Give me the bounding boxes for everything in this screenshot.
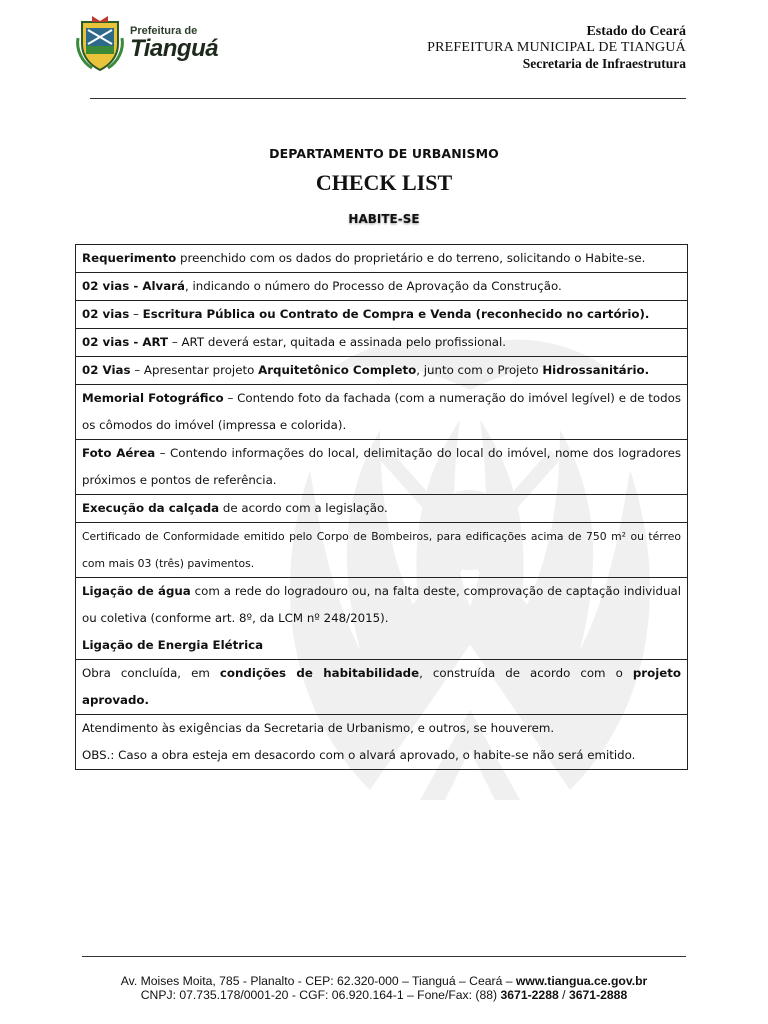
footer-phone-2: 3671-2888 xyxy=(568,988,628,1002)
item-text: , junto com o Projeto xyxy=(416,363,543,377)
item-bold-text: Arquitetônico Completo xyxy=(258,363,417,377)
footer-ids: CNPJ: 07.735.178/0001-20 - CGF: 06.920.164-1 – Fone/Fax: (88) xyxy=(140,988,501,1002)
prefeitura-logo xyxy=(74,14,224,72)
table-row xyxy=(76,329,688,357)
checklist-item xyxy=(76,385,688,440)
item-bold-text: 02 vias - Alvará xyxy=(82,279,185,293)
item-text: – Apresentar projeto xyxy=(130,363,259,377)
document-subtitle: HABITE-SE xyxy=(348,212,420,226)
table-row xyxy=(76,578,688,660)
footer-phone-1: 3671-2288 xyxy=(500,988,559,1002)
secretariat-name: Secretaria de Infraestrutura xyxy=(522,56,686,71)
item-text: – xyxy=(129,307,143,321)
checklist-item xyxy=(76,523,688,578)
item-bold-text: Ligação de Energia Elétrica xyxy=(82,638,264,652)
logo-small-text: Prefeitura de xyxy=(130,25,198,37)
checklist-item xyxy=(76,440,688,495)
checklist-table xyxy=(75,244,688,770)
checklist-item xyxy=(76,660,688,715)
footer-address-line xyxy=(0,974,768,988)
table-row xyxy=(76,273,688,301)
item-text: OBS.: Caso a obra esteja em desacordo com o alvará aprovado, o habite-se não será emitido. xyxy=(82,748,636,762)
table-row xyxy=(76,715,688,770)
department-heading: DEPARTAMENTO DE URBANISMO xyxy=(269,146,499,161)
item-bold-text: Hidrossanitário. xyxy=(542,363,650,377)
item-bold-text: 02 Vias xyxy=(82,363,131,377)
item-bold-text: Execução da calçada xyxy=(82,501,220,515)
item-text: – Contendo informações do local, delimitação do local do imóvel, nome dos logradores próximos e pontos de referência. xyxy=(82,446,681,487)
header-divider xyxy=(90,98,686,99)
item-text: – Contendo foto da fachada (com a numeração do imóvel legível) e de todos os cômodos do imóvel (impressa e colorida). xyxy=(82,391,681,432)
item-text: preenchido com os dados do proprietário e do terreno, solicitando o Habite-se. xyxy=(176,251,646,265)
table-row xyxy=(76,440,688,495)
item-text: , construída de acordo com o xyxy=(419,666,633,680)
table-row xyxy=(76,495,688,523)
table-row xyxy=(76,660,688,715)
item-bold-text: projeto aprovado. xyxy=(82,666,681,707)
footer-phone-separator: / xyxy=(558,988,569,1002)
checklist-item xyxy=(76,715,688,770)
footer-divider xyxy=(82,956,686,957)
logo-big-text: Tianguá xyxy=(130,35,219,62)
footer-website: www.tiangua.ce.gov.br xyxy=(515,974,648,988)
item-text: – ART deverá estar, quitada e assinada pelo profissional. xyxy=(168,335,507,349)
checklist-item xyxy=(76,301,688,329)
checklist-item xyxy=(76,329,688,357)
checklist-item xyxy=(76,245,688,273)
item-text: com a rede do logradouro ou, na falta deste, comprovação de captação individual ou coletiva (conforme art. 8º, da LCM nº 248/2015). xyxy=(82,584,681,625)
document-title: CHECK LIST xyxy=(315,170,453,195)
checklist-item xyxy=(76,495,688,523)
footer-contact-line xyxy=(0,988,768,1002)
footer xyxy=(0,974,768,1002)
item-bold-text: 02 vias - ART xyxy=(82,335,169,349)
checklist-item xyxy=(76,273,688,301)
letterhead xyxy=(427,24,686,72)
item-text: Obra concluída, em xyxy=(82,666,220,680)
item-bold-text: 02 vias xyxy=(82,307,130,321)
item-bold-text: Foto Aérea xyxy=(82,446,156,460)
tiangua-crest-icon xyxy=(74,14,126,72)
table-row xyxy=(76,357,688,385)
item-text: de acordo com a legislação. xyxy=(219,501,388,515)
logo-wordmark xyxy=(130,26,218,61)
table-row xyxy=(76,245,688,273)
prefecture-name: PREFEITURA MUNICIPAL DE TIANGUÁ xyxy=(427,40,686,55)
table-row xyxy=(76,523,688,578)
item-bold-text: condições de habitabilidade xyxy=(219,666,420,680)
table-row xyxy=(76,385,688,440)
state-name: Estado do Ceará xyxy=(586,24,686,39)
item-text: , indicando o número do Processo de Aprovação da Construção. xyxy=(184,279,562,293)
item-text: Certificado de Conformidade emitido pelo Corpo de Bombeiros, para edificações acima de 750 m² ou térreo com mais 03 (três) pavimentos. xyxy=(82,530,681,570)
item-bold-text: Escritura Pública ou Contrato de Compra e Venda (reconhecido no cartório). xyxy=(142,307,650,321)
checklist-item xyxy=(76,357,688,385)
footer-address: Av. Moises Moita, 785 - Planalto - CEP: 62.320-000 – Tianguá – Ceará – xyxy=(120,974,516,988)
item-bold-text: Requerimento xyxy=(82,251,177,265)
item-bold-text: Memorial Fotográfico xyxy=(82,391,224,405)
item-text: Atendimento às exigências da Secretaria de Urbanismo, e outros, se houverem. xyxy=(82,721,555,735)
table-row xyxy=(76,301,688,329)
checklist-item xyxy=(76,578,688,660)
item-bold-text: Ligação de água xyxy=(82,584,191,598)
